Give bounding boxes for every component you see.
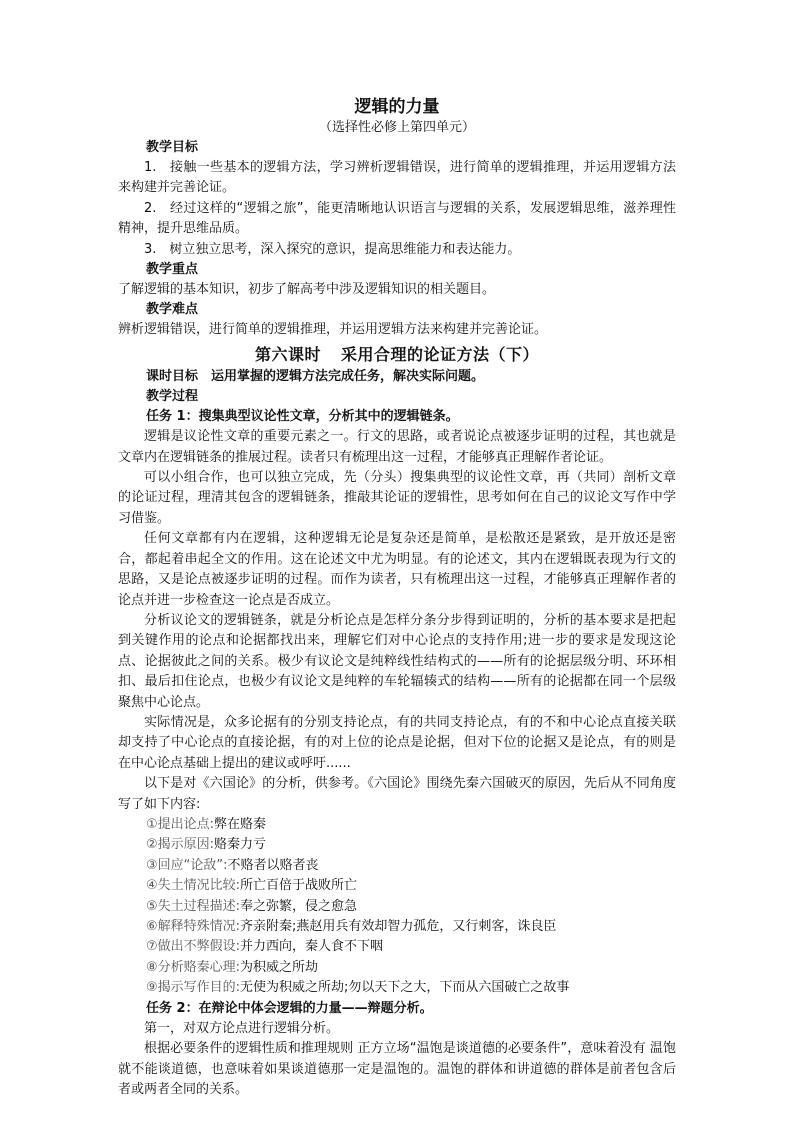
analysis-label: ⑦做出不弊假设: bbox=[146, 939, 241, 955]
paragraph-3: 任何文章都有内在逻辑，这种逻辑无论是复杂还是简单，是松散还是紧致，是开放还是密合，都起着串起全文的作用。这在论述文中尤为明显。有的论述文，其内在逻辑既表现为行文的思路，又是论点被逐步证明的过程。而作为读者，只有梳理出这一过程，才能够真正理解作者的论点并进一步检查这一论点是否成立。 bbox=[118, 531, 676, 608]
goal-item-2: 2. 经过这样的“逻辑之旅”，能更清晰地认识语言与逻辑的关系，发展逻辑思维，滋养理性精神，提升思维品质。 bbox=[118, 200, 676, 237]
analysis-item bbox=[146, 876, 676, 896]
analysis-list bbox=[118, 815, 676, 999]
analysis-text: 为积威之所劫 bbox=[240, 959, 319, 975]
analysis-item bbox=[146, 897, 676, 917]
analysis-item bbox=[146, 978, 676, 998]
lesson-number: 第六课时 bbox=[254, 344, 321, 364]
analysis-text: 所亡百倍于战败所亡 bbox=[240, 878, 358, 894]
analysis-label: ③回应“论敌”: bbox=[146, 857, 228, 873]
analysis-label: ⑧分析赂秦心理: bbox=[146, 959, 241, 975]
document-title: 逻辑的力量 bbox=[354, 97, 440, 117]
document-page bbox=[118, 96, 676, 1101]
goals-heading: 教学目标 bbox=[146, 140, 199, 155]
key-points-heading: 教学重点 bbox=[146, 262, 199, 278]
task-1-heading: 任务 1：搜集典型议论性文章，分析其中的逻辑链条。 bbox=[146, 408, 459, 424]
analysis-label: ④失土情况比较: bbox=[146, 878, 241, 894]
process-heading: 教学过程 bbox=[146, 388, 199, 404]
paragraph-2: 可以小组合作，也可以独立完成，先（分头）搜集典型的议论性文章，再（共同）剖析文章的论证过程，理清其包含的逻辑链条，推敲其论证的逻辑性，思考如何在自己的议论文写作中学习借鉴。 bbox=[118, 470, 676, 526]
analysis-text: 齐亲附秦;燕赵用兵有效却智力孤危，又行刺客，诛良臣 bbox=[240, 919, 557, 934]
analysis-text: 弊在赂秦 bbox=[214, 816, 267, 832]
task-2-heading: 任务 2：在辩论中体会逻辑的力量——辩题分析。 bbox=[146, 1000, 433, 1016]
paragraph-1: 逻辑是议论性文章的重要元素之一。行文的思路，或者说论点被逐步证明的过程，其也就是文章内在逻辑链条的推展过程。读者只有梳理出这一过程，才能够真正理解作者论证。 bbox=[118, 429, 676, 465]
analysis-label: ⑤失土过程描述: bbox=[146, 898, 241, 914]
key-points-text: 了解逻辑的基本知识，初步了解高考中涉及逻辑知识的相关题目。 bbox=[118, 282, 496, 298]
lesson-goal: 课时目标 运用掌握的逻辑方法完成任务，解决实际问题。 bbox=[146, 368, 485, 384]
analysis-item bbox=[146, 917, 676, 937]
goal-item-3: 3. 树立独立思考，深入探究的意识，提高思维能力和表达能力。 bbox=[144, 241, 521, 257]
analysis-text: 不赂者以赂者丧 bbox=[227, 857, 319, 873]
analysis-label: ①提出论点: bbox=[146, 816, 215, 832]
lesson-topic: 采用合理的论证方法（下） bbox=[341, 344, 540, 364]
document-subtitle: （选择性必修上第四单元） bbox=[318, 120, 475, 135]
difficulties-heading: 教学难点 bbox=[146, 302, 199, 318]
paragraph-5: 实际情况是，众多论据有的分别支持论点，有的共同支持论点，有的不和中心论点直接关联却支持了中心论点的直接论据，有的对上位的论点是论据，但对下位的论据又是论点，有的则是在中心论点基础上提出的建议或呼吁...... bbox=[118, 714, 676, 771]
analysis-item bbox=[146, 815, 676, 835]
analysis-text: 赂秦力亏 bbox=[214, 837, 267, 853]
analysis-item bbox=[146, 856, 676, 876]
analysis-text: 奉之弥繁，侵之愈急 bbox=[240, 898, 358, 914]
difficulties-text: 辨析逻辑错误，进行简单的逻辑推理，并运用逻辑方法来构建并完善论证。 bbox=[118, 322, 548, 338]
analysis-label: ②揭示原因: bbox=[146, 837, 215, 853]
analysis-item bbox=[146, 958, 676, 978]
task-2-text: 根据必要条件的逻辑性质和推理规则 正方立场“温饱是谈道德的必要条件”，意味着没有 温饱就不能谈道德，也意味着如果谈道德那一定是温饱的。温饱的群体和讲道德的群体是前者包含后者或两者全同的关系。 bbox=[118, 1041, 676, 1098]
analysis-text: 无使为积威之所劫;勿以天下之大，下而从六国破亡之故事 bbox=[240, 980, 570, 996]
task-2-intro: 第一，对双方论点进行逻辑分析。 bbox=[144, 1021, 340, 1037]
paragraph-4: 分析议论文的逻辑链条，就是分析论点是怎样分条分步得到证明的，分析的基本要求是把起到关键作用的论点和论据都找出来，理解它们对中心论点的支持作用;进一步的要求是发现这论点、论据彼此之间的关系。极少有议论文是纯粹线性结构式的——所有的论据层级分明、环环相扣、最后扣住论点，也极少有议论文是纯粹的车轮辐辏式的结构——所有的论据都在同一个层级聚焦中心论点。 bbox=[118, 612, 676, 710]
analysis-label: ⑥解释特殊情况: bbox=[146, 919, 241, 934]
analysis-label: ⑨揭示写作目的: bbox=[146, 980, 241, 996]
analysis-item bbox=[146, 835, 676, 855]
analysis-text: 并力西向，秦人食不下咽 bbox=[240, 939, 384, 955]
goal-item-1: 1. 接触一些基本的逻辑方法，学习辨析逻辑错误，进行简单的逻辑推理，并运用逻辑方法来构建并完善论证。 bbox=[118, 160, 676, 196]
paragraph-6: 以下是对《六国论》的分析，供参考。《六国论》围绕先秦六国破灭的原因，先后从不同角度写了如下内容: bbox=[118, 776, 676, 812]
analysis-item bbox=[146, 937, 676, 957]
lesson-title bbox=[118, 343, 676, 367]
